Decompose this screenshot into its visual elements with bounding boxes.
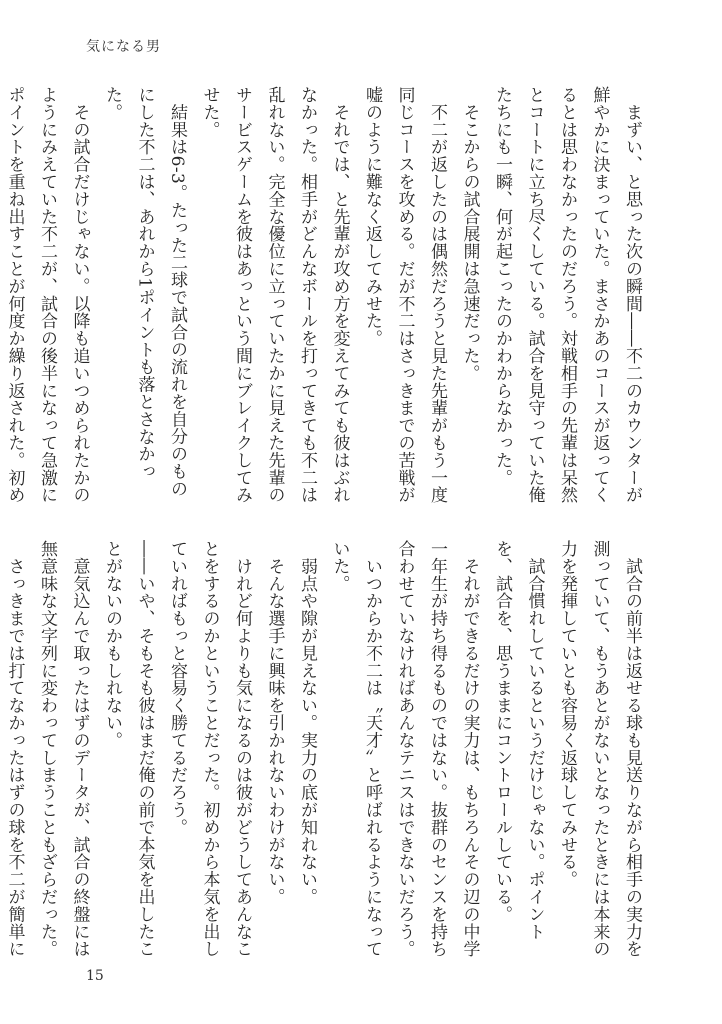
paragraph: いつからか不二は〝天才〟と呼ばれるようになっていた。 (329, 540, 382, 958)
paragraph: 結果は6-3。たった二球で試合の流れを自分のものにした不二は、あれから1ポイントも落とさなかった。 (102, 86, 187, 498)
paragraph: そんな選手に興味を引かれないわけがない。 (264, 540, 285, 906)
paragraph: ――いや、そもそも彼はまだ俺の前で本気を出したことがないのかもしれない。 (102, 540, 155, 958)
paragraph: さっきまでは打てなかったはずの球を不二が簡単に (4, 557, 25, 958)
text-column-bottom (4, 540, 648, 960)
paragraph: けれど何よりも気になるのは彼がどうしてあんなことをするのかということだった。初めから本気を出していればもっと容易く勝てるだろう。 (167, 540, 252, 958)
running-title: 気になる男 (86, 39, 161, 55)
paragraph: それができるだけの実力は、もちろんその辺の中学一年生が持ち得るものではない。抜群のセンスを持ち合わせていなければあんなテニスはできないだろう。 (394, 540, 480, 958)
paragraph: まずい、と思った次の瞬間――不二のカウンターが鮮やかに決まっていた。まさかあのコースが返ってくるとは思わなかったのだろう。対戦相手の先輩は呆然とコートに立ち尽くしている。試合を見守っていた俺たちにも一瞬、何が起こったのかわからなかった。 (492, 86, 642, 504)
page-number: 15 (86, 968, 104, 984)
paragraph: 不二が返したのは偶然だろうと見た先輩がもう一度同じコースを攻める。だが不二はさっきまでの苦戦が嘘のように難なく返してみせた。 (362, 86, 447, 504)
paragraph: 試合の前半は返せる球も見送りながら相手の実力を測っていて、もうあとがないとなったときには本来の力を発揮していとも容易く返球してみせる。 (557, 540, 642, 958)
text-column-top (4, 86, 648, 506)
paragraph: それでは、と先輩が攻め方を変えてみても彼はぶれなかった。相手がどんなボールを打ってきても不二は乱れない。完全な優位に立っていたかに見えた先輩のサービスゲームを彼はあっという間にブレイクしてみせた。 (199, 86, 350, 504)
paragraph: そこからの試合展開は急速だった。 (459, 86, 480, 382)
paragraph: その試合だけじゃない。以降も追いつめられたかのようにみえていた不二が、試合の後半になって急激にポイントを重ね出すことが何度か繰り返された。初め (4, 86, 90, 504)
paragraph: 試合慣れしているというだけじゃない。ポイントを、試合を、思うままにコントロールしている。 (492, 540, 545, 941)
paragraph: 弱点や隙が見えない。実力の底が知れない。 (297, 540, 317, 906)
paragraph: 意気込んで取ったはずのデータが、試合の終盤には無意味な文字列に変わってしまうこともざらだった。 (37, 540, 90, 958)
